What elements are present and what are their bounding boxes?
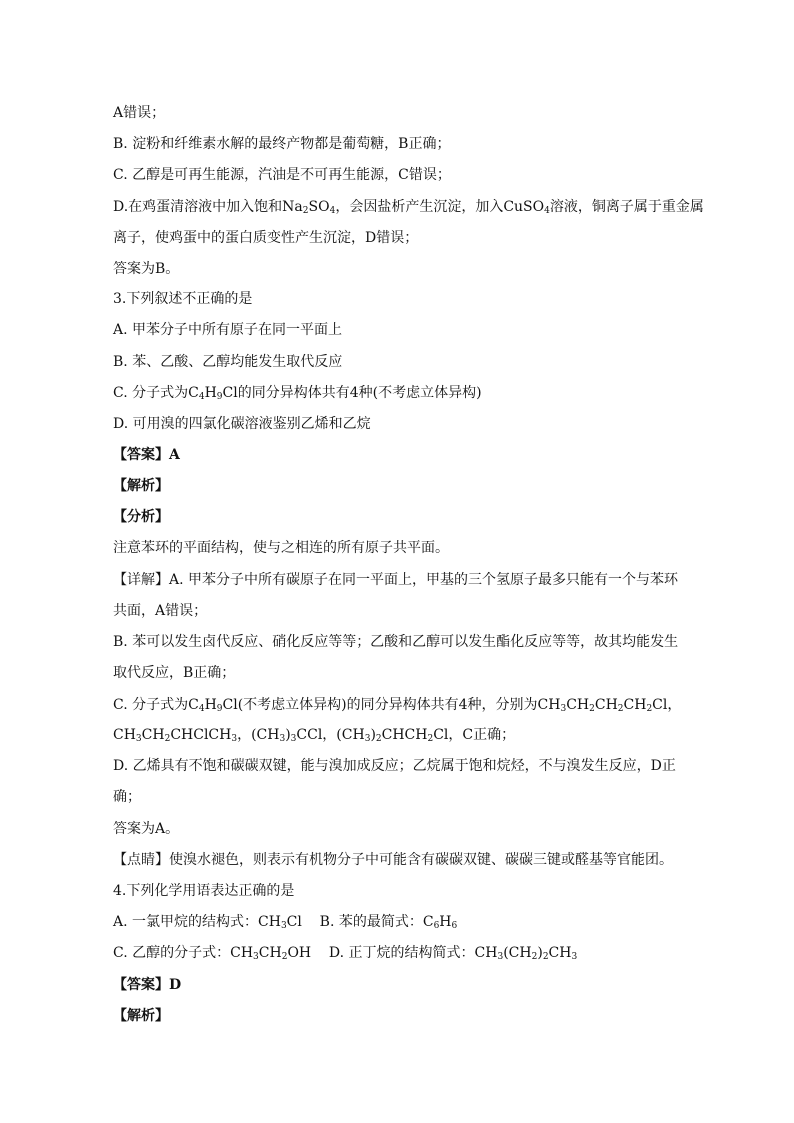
option-line: B. 苯、乙酸、乙醇均能发生取代反应 xyxy=(113,354,343,370)
text-line: 取代反应，B正确； xyxy=(113,665,236,681)
text-line: 确； xyxy=(113,789,141,805)
text-line: 答案为B。 xyxy=(113,261,180,277)
text-line: B. 淀粉和纤维素水解的最终产物都是葡萄糖，B正确； xyxy=(113,136,451,152)
text-line: 离子，使鸡蛋中的蛋白质变性产生沉淀，D错误； xyxy=(113,230,419,246)
option-line: D. 可用溴的四氯化碳溶液鉴别乙烯和乙烷 xyxy=(113,416,371,432)
text-line: $CH_3CH_2CHClCH_3$，$(CH_3)_3CCl$，$(CH_3)_2CHCH_2Cl$，C正确； xyxy=(113,727,516,744)
option-line: C. 乙醇的分子式：$CH_3CH_2OH$ D. 正丁烷的结构简式：$CH_3(CH_2)_2CH_3$ xyxy=(113,945,578,962)
text-line: 共面，A错误； xyxy=(113,603,208,619)
question-title: 4.下列化学用语表达正确的是 xyxy=(113,883,295,899)
text-line: 注意苯环的平面结构，使与之相连的所有原子共平面。 xyxy=(113,540,449,556)
text-line: 答案为A。 xyxy=(113,821,180,837)
option-line: A. 一氯甲烷的结构式：$CH_3Cl$ B. 苯的最简式：$C_6H_6$ xyxy=(113,914,458,931)
analysis-subheading: 【分析】 xyxy=(113,509,169,525)
question-title: 3.下列叙述不正确的是 xyxy=(113,291,253,307)
answer-heading: 【答案】A xyxy=(113,447,180,463)
text-line: C. 分子式为$C_4H_9Cl$(不考虑立体异构)的同分异构体共有4种，分别为$CH_3CH_2CH_2CH_2Cl$， xyxy=(113,697,682,714)
text-line: C. 乙醇是可再生能源，汽油是不可再生能源，C错误； xyxy=(113,167,451,183)
text-line: D. 乙烯具有不饱和碳碳双键，能与溴加成反应；乙烷属于饱和烷烃，不与溴发生反应，D正 xyxy=(113,758,676,774)
answer-heading: 【答案】D xyxy=(113,977,182,993)
option-line: C. 分子式为$C_4H_9Cl$的同分异构体共有4种(不考虑立体异构) xyxy=(113,385,482,402)
text-line: A错误； xyxy=(113,105,166,121)
text-line: B. 苯可以发生卤代反应、硝化反应等等；乙酸和乙醇可以发生酯化反应等等，故其均能发生 xyxy=(113,634,679,650)
analysis-heading: 【解析】 xyxy=(113,478,169,494)
option-line: A. 甲苯分子中所有原子在同一平面上 xyxy=(113,322,343,338)
analysis-heading: 【解析】 xyxy=(113,1008,169,1024)
tip-line: 【点睛】使溴水褪色，则表示有机物分子中可能含有碳碳双键、碳碳三键或醛基等官能团。 xyxy=(113,852,673,868)
text-line: D.在鸡蛋清溶液中加入饱和$Na_2SO_4$，会因盐析产生沉淀，加入CuSO$_4$溶液，铜离子属于重金属 xyxy=(113,199,704,216)
detail-line: 【详解】A. 甲苯分子中所有碳原子在同一平面上，甲基的三个氢原子最多只能有一个与苯环 xyxy=(113,572,679,588)
